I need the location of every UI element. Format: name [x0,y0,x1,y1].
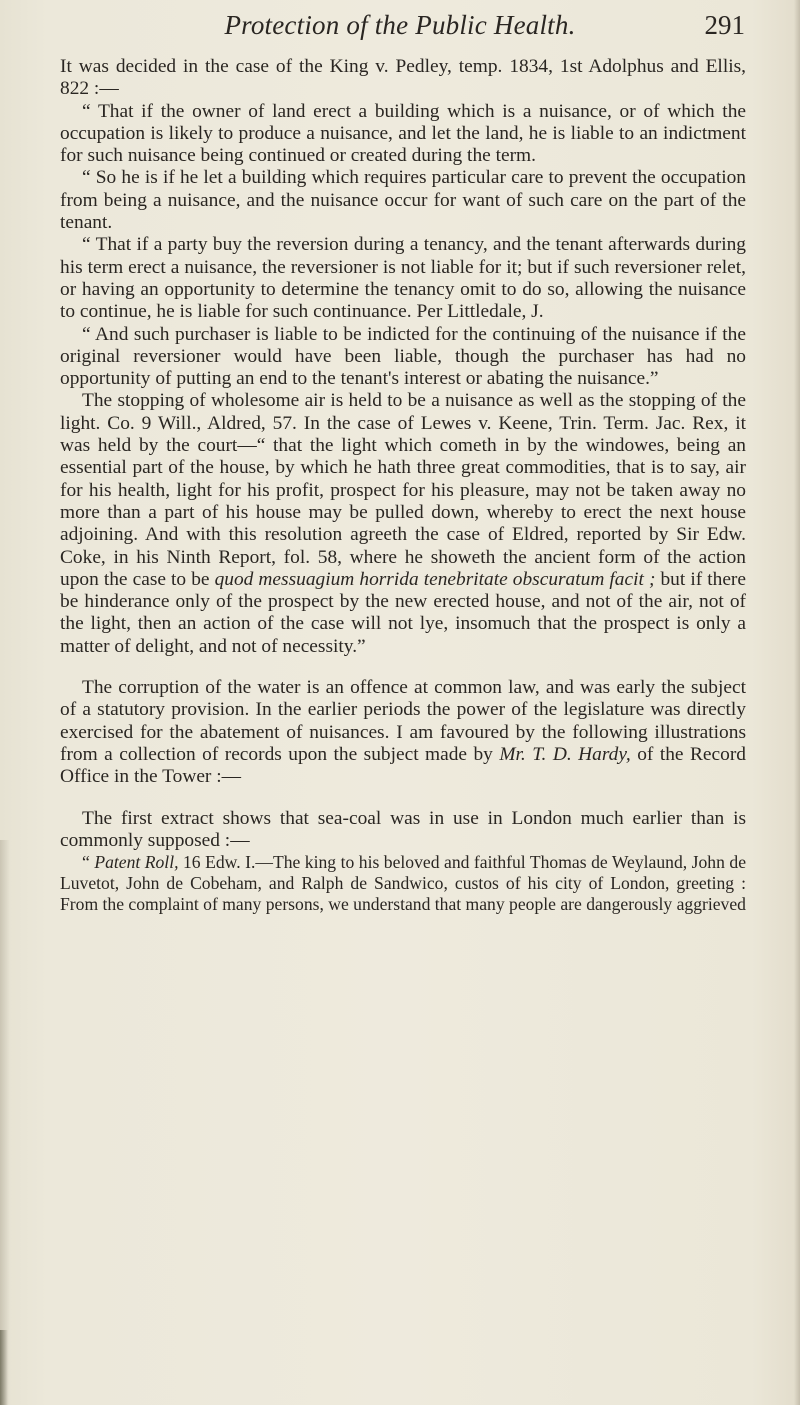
text-run: but if there be hinderance only of the prospect by the new erected house, and not of the air, not of the light, then an action of the case will not lye, insomuch that the prospect is only a matter of delight, and not of necessity.” [60,568,746,657]
paragraph-air-and-light [60,390,746,658]
paragraph-case-intro: It was decided in the case of the King v. Pedley, temp. 1834, 1st Adolphus and Ellis, 822 :— [60,56,746,100]
page-number: 291 [704,10,745,40]
paragraph-water [60,677,746,788]
paragraph-quote-owner: “ That if the owner of land erect a building which is a nuisance, or of which the occupation is likely to produce a nuisance, and let the land, he is liable to an indictment for such nuisance being continued or created during the term. [60,100,746,167]
paragraph-patent-roll [60,852,746,915]
running-title: Protection of the Public Health. [224,10,576,40]
person-name: Mr. T. D. Hardy, [499,743,631,765]
text-run: The corruption of the water is an offence at common law, and was early the subject of a statutory provision. In the earlier periods the power of the legislature was directly exercised for the abatement of nuisances. I am favoured by the following illustrations from a collection of records upon the subject made by [60,677,746,765]
text-run: 16 Edw. I.—The king to his beloved and faithful Thomas de Weylaund, John de Luvetot, John de Cobeham, and Ralph de Sandwico, custos of his city of London, greeting : From the complaint of many persons, we understand that many people are dangerously aggrieved [60,852,747,915]
text-run: “ [82,852,95,873]
latin-phrase: quod messuagium horrida tenebritate obscuratum facit ; [214,568,656,590]
paragraph-quote-reversion: “ That if a party buy the reversion during a tenancy, and the tenant afterwards during his term erect a nuisance, the reversioner is not liable for it; but if such reversioner relet, or having an opportunity to determine the tenancy omit to do so, allowing the nuisance to continue, he is liable for such continuance. Per Littledale, J. [60,234,746,323]
text-run: The stopping of wholesome air is held to be a nuisance as well as the stopping of the light. Co. 9 Will., Aldred, 57. In the case of Lewes v. Keene, Trin. Term. Jac. Rex, it was held by the court—“ that the light which cometh in by the windowes, being an essential part of the house, by which he hath three great commodities, that is to say, air for his health, light for his profit, prospect for his pleasure, may not be taken away no more than a part of his house may be pulled down, whereby to erect the next house adjoining. And with this resolution agreeth the case of Eldred, reported by Sir Edw. Coke, in his Ninth Report, fol. 58, where he showeth the ancient form of the action upon the case to be [60,390,746,590]
paragraph-quote-purchaser: “ And such purchaser is liable to be indicted for the continuing of the nuisance if the original reversioner would have been liable, though the purchaser has had no opportunity of putting an end to the tenant's interest or abating the nuisance.” [60,323,746,390]
body-text [60,56,746,915]
running-head [55,10,745,50]
page-edge-shadow [794,0,800,1405]
paragraph-quote-care: “ So he is if he let a building which requires particular care to prevent the occupation from being a nuisance, and the nuisance occur for want of such care on the part of the tenant. [60,167,746,234]
paragraph-sea-coal: The first extract shows that sea-coal was in use in London much earlier than is commonly supposed :— [60,807,746,851]
spine-shadow [0,840,10,1405]
text-run: of the Record Office in the Tower :— [60,743,746,788]
source-title: Patent Roll, [94,852,179,873]
binding-mark [0,1330,8,1405]
